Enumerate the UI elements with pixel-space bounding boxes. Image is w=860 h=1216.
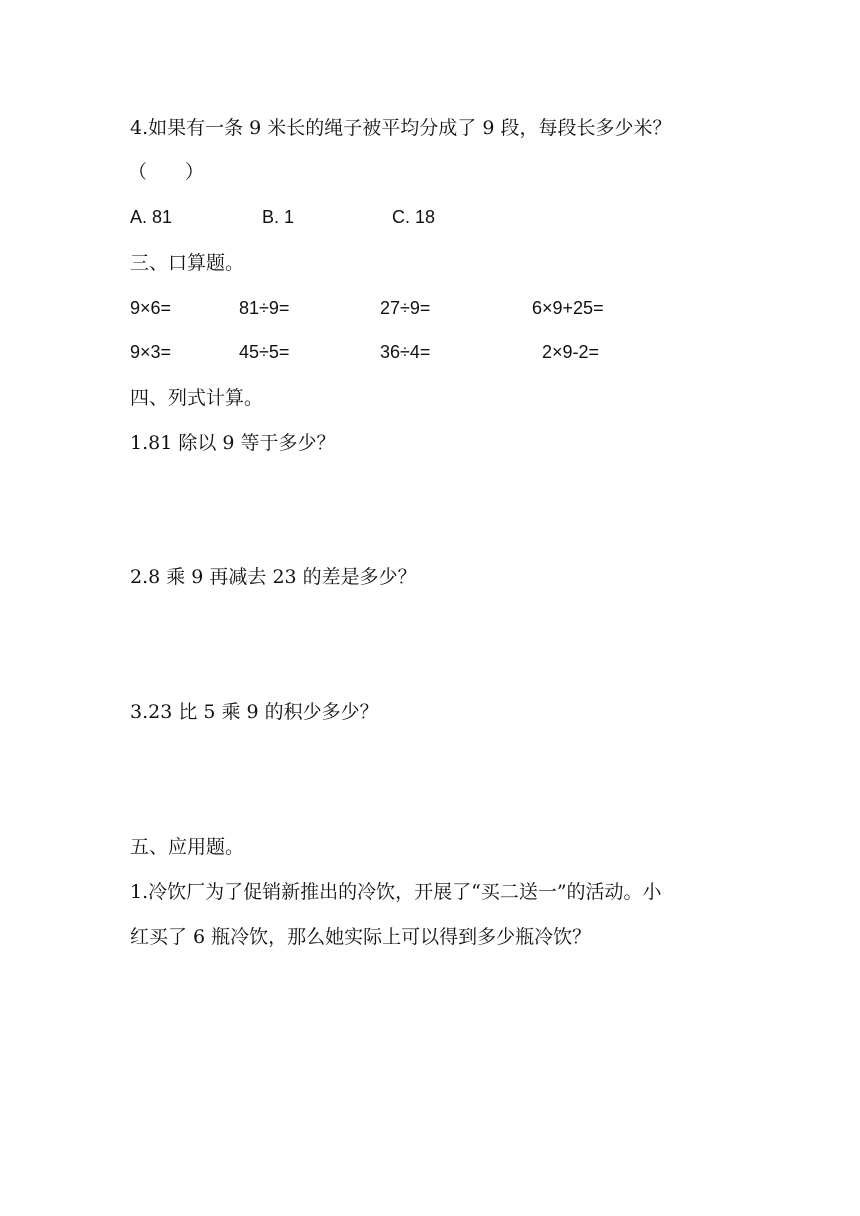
expr-1-1: 9×6= (130, 298, 172, 318)
expr-2-2: 45÷5= (239, 342, 290, 362)
mental-math-row-2 (130, 340, 750, 364)
answer-blank: （ ） (128, 161, 205, 183)
expr-1-2: 81÷9= (239, 298, 290, 318)
calc-item-1: 1.81 除以 9 等于多少？ (130, 432, 336, 454)
expr-2-1: 9×3= (130, 342, 172, 362)
question-4-text: 4.如果有一条 9 米长的绳子被平均分成了 9 段，每段长多少米？ (130, 117, 672, 139)
mental-math-row-1 (130, 296, 750, 320)
word-problem-1-line-1: 1.冷饮厂为了促销新推出的冷饮，开展了“买二送一”的活动。小 (130, 881, 662, 903)
option-b: B. 1 (262, 207, 295, 227)
question-4-options (130, 205, 750, 229)
word-problem-1-line-2: 红买了 6 瓶冷饮，那么她实际上可以得到多少瓶冷饮？ (130, 926, 592, 948)
expr-2-4: 2×9-2= (542, 342, 600, 362)
expr-2-3: 36÷4= (380, 342, 431, 362)
option-a: A. 81 (130, 207, 173, 227)
expr-1-3: 27÷9= (380, 298, 431, 318)
section-5-title: 五、应用题。 (130, 836, 245, 858)
section-3-title: 三、口算题。 (130, 252, 245, 274)
calc-item-2: 2.8 乘 9 再减去 23 的差是多少？ (130, 566, 417, 588)
expr-1-4: 6×9+25= (532, 298, 604, 318)
option-c: C. 18 (392, 207, 436, 227)
calc-item-3: 3.23 比 5 乘 9 的积少多少？ (130, 701, 379, 723)
section-4-title: 四、列式计算。 (130, 387, 264, 409)
